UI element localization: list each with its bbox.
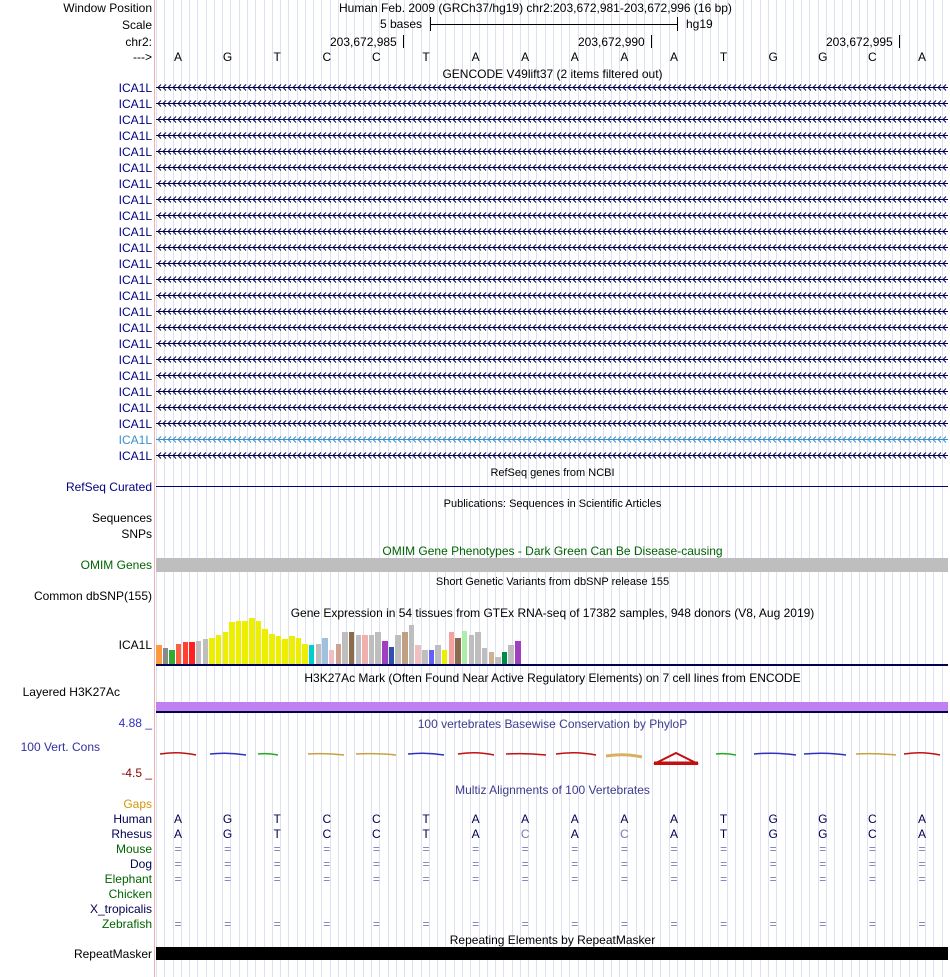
gtex-tissue-bar[interactable] — [362, 635, 368, 664]
gencode-transcript[interactable] — [156, 195, 948, 204]
gtex-tissue-bar[interactable] — [395, 635, 401, 664]
gencode-gene-label[interactable]: ICA1L — [118, 225, 152, 239]
species-label[interactable]: Chicken — [108, 887, 152, 901]
gencode-gene-label[interactable]: ICA1L — [118, 145, 152, 159]
gtex-tissue-bar[interactable] — [502, 652, 508, 664]
base-letter: G — [768, 50, 778, 64]
base-letter: A — [669, 50, 678, 64]
mouse-match: = — [868, 842, 876, 856]
rhesus-base: C — [322, 827, 332, 841]
mouse-match: = — [521, 842, 529, 856]
dog-match: = — [521, 857, 529, 871]
gencode-track-title[interactable]: GENCODE V49lift37 (2 items filtered out) — [442, 67, 663, 81]
gencode-transcript[interactable] — [156, 435, 948, 444]
minus-strand-arrows-icon — [156, 131, 948, 140]
dog-match: = — [224, 857, 232, 871]
dog-match: = — [720, 857, 728, 871]
human-base: G — [222, 812, 233, 826]
minus-strand-arrows-icon — [156, 115, 948, 124]
gtex-tissue-bar[interactable] — [442, 650, 448, 665]
elephant-match: = — [273, 872, 281, 886]
coord-tick-mark-2 — [651, 35, 652, 48]
minus-strand-arrows-icon — [156, 291, 948, 300]
gtex-tissue-bar[interactable] — [322, 638, 328, 664]
gtex-tissue-bar[interactable] — [156, 645, 162, 664]
publications-snps-label[interactable]: SNPs — [121, 527, 152, 541]
base-letter: A — [173, 50, 182, 64]
elephant-match: = — [323, 872, 331, 886]
mouse-match: = — [472, 842, 480, 856]
elephant-match: = — [868, 872, 876, 886]
gencode-gene-label[interactable]: ICA1L — [118, 129, 152, 143]
dog-match: = — [571, 857, 579, 871]
zebrafish-match: = — [224, 917, 232, 931]
base-letter: A — [570, 50, 579, 64]
rhesus-base: A — [471, 827, 480, 841]
mouse-match: = — [224, 842, 232, 856]
dog-match: = — [620, 857, 628, 871]
elephant-match: = — [224, 872, 232, 886]
gencode-transcript[interactable] — [156, 403, 948, 412]
dog-match: = — [819, 857, 827, 871]
gtex-tissue-bar[interactable] — [176, 644, 182, 664]
zebrafish-match: = — [571, 917, 579, 931]
gtex-tissue-bar[interactable] — [475, 632, 481, 664]
gtex-baseline — [156, 664, 948, 666]
rhesus-base: A — [570, 827, 579, 841]
mouse-match: = — [323, 842, 331, 856]
elephant-match: = — [620, 872, 628, 886]
human-base: A — [669, 812, 678, 826]
elephant-match: = — [521, 872, 529, 886]
elephant-match: = — [720, 872, 728, 886]
elephant-match: = — [372, 872, 380, 886]
dog-match: = — [422, 857, 430, 871]
gencode-transcript[interactable] — [156, 179, 948, 188]
mouse-match: = — [620, 842, 628, 856]
dog-match: = — [868, 857, 876, 871]
gtex-tissue-bar[interactable] — [449, 632, 455, 664]
base-letter: G — [818, 50, 828, 64]
human-base: A — [471, 812, 480, 826]
gtex-tissue-bar[interactable] — [242, 621, 248, 665]
gencode-gene-label[interactable]: ICA1L — [118, 401, 152, 415]
rhesus-base: A — [669, 827, 678, 841]
coord-tick-mark-1 — [403, 35, 404, 48]
elephant-match: = — [472, 872, 480, 886]
zebrafish-match: = — [670, 917, 678, 931]
zebrafish-match: = — [620, 917, 628, 931]
elephant-match: = — [769, 872, 777, 886]
gencode-transcript[interactable] — [156, 147, 948, 156]
species-label[interactable]: Elephant — [104, 872, 152, 886]
gtex-tissue-bar[interactable] — [189, 642, 195, 664]
gencode-transcript[interactable] — [156, 259, 948, 268]
rhesus-base: G — [222, 827, 233, 841]
gtex-tissue-bar[interactable] — [336, 644, 342, 664]
h3k27ac-signal[interactable] — [156, 702, 948, 711]
minus-strand-arrows-icon — [156, 179, 948, 188]
human-base: T — [719, 812, 728, 826]
mouse-match: = — [918, 842, 926, 856]
gtex-tissue-bar[interactable] — [489, 652, 495, 664]
window-position-value: Human Feb. 2009 (GRCh37/hg19) chr2:203,672,981-203,672,996 (16 bp) — [339, 1, 732, 15]
gtex-tissue-bar[interactable] — [203, 639, 209, 664]
gencode-transcript[interactable] — [156, 339, 948, 348]
human-base: T — [422, 812, 430, 826]
minus-strand-arrows-icon — [156, 99, 948, 108]
rhesus-base: C — [520, 827, 530, 841]
repeatmasker-label[interactable]: RepeatMasker — [73, 947, 152, 961]
rhesus-base: T — [273, 827, 281, 841]
minus-strand-arrows-icon — [156, 163, 948, 172]
minus-strand-arrows-icon — [156, 339, 948, 348]
gtex-tissue-bar[interactable] — [375, 632, 381, 664]
mouse-match: = — [372, 842, 380, 856]
gtex-tissue-bar[interactable] — [349, 632, 355, 664]
base-letter: T — [719, 50, 728, 64]
phylop-label[interactable]: 100 Vert. Cons — [20, 740, 100, 754]
gtex-tissue-bar[interactable] — [482, 648, 488, 664]
gtex-tissue-bar[interactable] — [236, 621, 242, 665]
elephant-match: = — [174, 872, 182, 886]
gtex-tissue-bar[interactable] — [435, 645, 441, 664]
gtex-tissue-bar[interactable] — [515, 641, 521, 664]
mouse-match: = — [174, 842, 182, 856]
gtex-tissue-bar[interactable] — [409, 625, 415, 664]
repeatmasker-track-title[interactable]: Repeating Elements by RepeatMasker — [449, 933, 656, 947]
gencode-transcript[interactable] — [156, 115, 948, 124]
rhesus-base: C — [372, 827, 381, 841]
base-letter: T — [273, 50, 281, 64]
gtex-tissue-bar[interactable] — [249, 618, 255, 664]
gtex-tissue-bar[interactable] — [223, 632, 229, 664]
gtex-tissue-bar[interactable] — [276, 636, 282, 664]
dbsnp-track-title[interactable]: Short Genetic Variants from dbSNP release 155 — [435, 576, 670, 588]
species-label[interactable]: Zebrafish — [101, 917, 152, 931]
gtex-tissue-bar[interactable] — [229, 622, 235, 664]
minus-strand-arrows-icon — [156, 403, 948, 412]
gtex-tissue-bar[interactable] — [282, 639, 288, 664]
gencode-transcript[interactable] — [156, 355, 948, 364]
h3k27ac-baseline — [156, 711, 948, 713]
gencode-gene-label[interactable]: ICA1L — [118, 193, 152, 207]
gtex-tissue-bar[interactable] — [209, 638, 215, 664]
gtex-tissue-bar[interactable] — [269, 634, 275, 664]
human-base: C — [868, 812, 877, 826]
phylop-max-label: 4.88 _ — [118, 716, 152, 730]
gencode-gene-label[interactable]: ICA1L — [118, 433, 152, 447]
zebrafish-match: = — [273, 917, 281, 931]
gencode-gene-label[interactable]: ICA1L — [118, 385, 152, 399]
species-label[interactable]: X_tropicalis — [89, 902, 152, 916]
chr-label: chr2: — [125, 35, 152, 49]
refseq-label[interactable]: RefSeq Curated — [65, 480, 152, 494]
elephant-match: = — [571, 872, 579, 886]
dog-match: = — [670, 857, 678, 871]
h3k27ac-label[interactable]: Layered H3K27Ac — [22, 685, 120, 699]
elephant-match: = — [918, 872, 926, 886]
gaps-label[interactable]: Gaps — [123, 797, 152, 811]
mouse-match: = — [571, 842, 579, 856]
zebrafish-match: = — [720, 917, 728, 931]
zebrafish-match: = — [819, 917, 827, 931]
gtex-track-title[interactable]: Gene Expression in 54 tissues from GTEx RNA-seq of 17382 samples, 948 donors (V8, Aug 2019) — [290, 606, 815, 620]
human-base: G — [768, 812, 778, 826]
mouse-match: = — [769, 842, 777, 856]
elephant-match: = — [670, 872, 678, 886]
minus-strand-arrows-icon — [156, 435, 948, 444]
gencode-gene-label[interactable]: ICA1L — [118, 209, 152, 223]
gencode-transcript[interactable] — [156, 99, 948, 108]
gtex-tissue-bar[interactable] — [369, 635, 375, 664]
minus-strand-arrows-icon — [156, 355, 948, 364]
strand-label: ---> — [133, 50, 152, 64]
omim-label[interactable]: OMIM Genes — [80, 558, 152, 572]
gtex-tissue-bar[interactable] — [256, 621, 262, 665]
minus-strand-arrows-icon — [156, 259, 948, 268]
coord-tick-3: 203,672,995 — [826, 35, 893, 49]
minus-strand-arrows-icon — [156, 147, 948, 156]
omim-phenotype-bar[interactable] — [156, 558, 948, 572]
dog-match: = — [472, 857, 480, 871]
coord-tick-mark-3 — [899, 35, 900, 48]
human-base: A — [570, 812, 579, 826]
gtex-tissue-bar[interactable] — [495, 657, 501, 664]
gencode-transcript[interactable] — [156, 211, 948, 220]
gtex-tissue-bar[interactable] — [469, 635, 475, 664]
dog-match: = — [372, 857, 380, 871]
gencode-gene-label[interactable]: ICA1L — [118, 289, 152, 303]
gencode-transcript[interactable] — [156, 275, 948, 284]
minus-strand-arrows-icon — [156, 451, 948, 460]
mouse-match: = — [422, 842, 430, 856]
zebrafish-match: = — [521, 917, 529, 931]
base-letter: T — [422, 50, 430, 64]
species-label[interactable]: Human — [113, 812, 152, 826]
gencode-gene-label[interactable]: ICA1L — [118, 417, 152, 431]
minus-strand-arrows-icon — [156, 307, 948, 316]
gtex-tissue-bar[interactable] — [455, 638, 461, 664]
refseq-track-title[interactable]: RefSeq genes from NCBI — [490, 467, 615, 479]
gtex-tissue-bar[interactable] — [356, 635, 362, 664]
rhesus-base: A — [917, 827, 926, 841]
multiz-track-title[interactable]: Multiz Alignments of 100 Vertebrates — [455, 783, 650, 797]
human-base: A — [521, 812, 530, 826]
human-base: C — [372, 812, 381, 826]
human-base: C — [322, 812, 332, 826]
gencode-transcript[interactable] — [156, 323, 948, 332]
minus-strand-arrows-icon — [156, 371, 948, 380]
human-base: A — [620, 812, 629, 826]
dog-match: = — [323, 857, 331, 871]
minus-strand-arrows-icon — [156, 323, 948, 332]
minus-strand-arrows-icon — [156, 211, 948, 220]
gtex-tissue-bar[interactable] — [302, 644, 308, 664]
human-base: T — [273, 812, 281, 826]
repeatmasker-element[interactable] — [156, 947, 948, 960]
phylop-min-label: -4.5 _ — [121, 766, 152, 780]
publications-track-title[interactable]: Publications: Sequences in Scientific Articles — [443, 498, 662, 510]
gencode-transcript[interactable] — [156, 387, 948, 396]
gtex-tissue-bar[interactable] — [169, 650, 175, 665]
gencode-gene-label[interactable]: ICA1L — [118, 113, 152, 127]
gtex-tissue-bar[interactable] — [289, 636, 295, 664]
gencode-transcript[interactable] — [156, 419, 948, 428]
species-label[interactable]: Rhesus — [111, 827, 152, 841]
gencode-gene-label[interactable]: ICA1L — [118, 161, 152, 175]
mouse-match: = — [670, 842, 678, 856]
window-position-label: Window Position — [63, 1, 152, 15]
rhesus-base: A — [173, 827, 182, 841]
gencode-transcript[interactable] — [156, 227, 948, 236]
gencode-transcript[interactable] — [156, 163, 948, 172]
dog-match: = — [174, 857, 182, 871]
gencode-gene-label[interactable]: ICA1L — [118, 241, 152, 255]
gtex-tissue-bar[interactable] — [316, 644, 322, 664]
base-letter: C — [868, 50, 877, 64]
gencode-transcript[interactable] — [156, 371, 948, 380]
minus-strand-arrows-icon — [156, 419, 948, 428]
mouse-match: = — [720, 842, 728, 856]
base-letter: G — [222, 50, 233, 64]
zebrafish-match: = — [174, 917, 182, 931]
minus-strand-arrows-icon — [156, 83, 948, 92]
gtex-tissue-bar[interactable] — [309, 645, 315, 664]
gencode-gene-label[interactable]: ICA1L — [118, 369, 152, 383]
rhesus-base: T — [422, 827, 430, 841]
gtex-tissue-bar[interactable] — [402, 632, 408, 664]
gtex-tissue-bar[interactable] — [415, 645, 421, 664]
gtex-tissue-bar[interactable] — [216, 635, 222, 664]
omim-track-title[interactable]: OMIM Gene Phenotypes - Dark Green Can Be Disease-causing — [382, 544, 723, 558]
zebrafish-match: = — [323, 917, 331, 931]
assembly-label: hg19 — [686, 17, 713, 31]
minus-strand-arrows-icon — [156, 195, 948, 204]
gtex-tissue-bar[interactable] — [342, 632, 348, 664]
gencode-transcript[interactable] — [156, 291, 948, 300]
zebrafish-match: = — [422, 917, 430, 931]
gtex-tissue-bar[interactable] — [462, 631, 468, 664]
zebrafish-match: = — [868, 917, 876, 931]
publications-sequences-label[interactable]: Sequences — [91, 511, 152, 525]
gencode-gene-label[interactable]: ICA1L — [118, 81, 152, 95]
gencode-transcript[interactable] — [156, 307, 948, 316]
dog-match: = — [918, 857, 926, 871]
human-base: A — [917, 812, 926, 826]
elephant-match: = — [422, 872, 430, 886]
dog-match: = — [273, 857, 281, 871]
gencode-gene-label[interactable]: ICA1L — [118, 337, 152, 351]
gencode-transcript[interactable] — [156, 83, 948, 92]
minus-strand-arrows-icon — [156, 387, 948, 396]
species-label[interactable]: Mouse — [115, 842, 152, 856]
rhesus-base: G — [768, 827, 778, 841]
gencode-transcript[interactable] — [156, 131, 948, 140]
gtex-tissue-bar[interactable] — [389, 647, 395, 664]
base-letter: A — [917, 50, 926, 64]
phylop-signal[interactable] — [156, 745, 948, 767]
rhesus-base: C — [620, 827, 629, 841]
minus-strand-arrows-icon — [156, 227, 948, 236]
refseq-gene-line[interactable] — [156, 486, 948, 487]
gencode-gene-label[interactable]: ICA1L — [118, 273, 152, 287]
minus-strand-arrows-icon — [156, 275, 948, 284]
dog-match: = — [769, 857, 777, 871]
base-letter: C — [372, 50, 381, 64]
base-letter: A — [620, 50, 629, 64]
h3k27ac-track-title[interactable]: H3K27Ac Mark (Often Found Near Active Regulatory Elements) on 7 cell lines from ENCODE — [304, 671, 801, 685]
gtex-tissue-bar[interactable] — [329, 650, 335, 665]
human-base: G — [818, 812, 828, 826]
coord-tick-2: 203,672,990 — [578, 35, 645, 49]
base-letter: A — [521, 50, 530, 64]
gencode-gene-label[interactable]: ICA1L — [118, 97, 152, 111]
phylop-track-title[interactable]: 100 vertebrates Basewise Conservation by PhyloP — [417, 717, 688, 731]
zebrafish-match: = — [372, 917, 380, 931]
gtex-tissue-bar[interactable] — [508, 645, 514, 664]
gtex-tissue-bar[interactable] — [382, 641, 388, 664]
gencode-transcript[interactable] — [156, 451, 948, 460]
human-base: A — [173, 812, 182, 826]
gtex-tissue-bar[interactable] — [422, 650, 428, 665]
gtex-tissue-bar[interactable] — [429, 650, 435, 665]
gtex-tissue-bar[interactable] — [262, 629, 268, 664]
gencode-transcript[interactable] — [156, 243, 948, 252]
gencode-gene-label[interactable]: ICA1L — [118, 305, 152, 319]
gtex-tissue-bar[interactable] — [183, 642, 189, 664]
mouse-match: = — [819, 842, 827, 856]
scale-bar — [430, 17, 678, 31]
rhesus-base: C — [868, 827, 877, 841]
gencode-gene-label[interactable]: ICA1L — [118, 177, 152, 191]
elephant-match: = — [819, 872, 827, 886]
coord-tick-1: 203,672,985 — [330, 35, 397, 49]
base-letter: A — [471, 50, 480, 64]
gtex-tissue-bar[interactable] — [196, 641, 202, 664]
dbsnp-label[interactable]: Common dbSNP(155) — [33, 589, 152, 603]
gencode-gene-label[interactable]: ICA1L — [118, 449, 152, 463]
gencode-gene-label[interactable]: ICA1L — [118, 353, 152, 367]
scale-label: Scale — [121, 18, 152, 32]
rhesus-base: T — [719, 827, 728, 841]
gencode-gene-label[interactable]: ICA1L — [118, 257, 152, 271]
gtex-tissue-bar[interactable] — [163, 648, 169, 664]
gtex-tissue-bar[interactable] — [296, 638, 302, 664]
base-letter: C — [322, 50, 332, 64]
zebrafish-match: = — [918, 917, 926, 931]
rhesus-base: G — [818, 827, 828, 841]
gencode-gene-label[interactable]: ICA1L — [118, 321, 152, 335]
gtex-gene-label[interactable]: ICA1L — [118, 638, 152, 652]
scale-text: 5 bases — [380, 17, 423, 31]
species-label[interactable]: Dog — [129, 857, 152, 871]
zebrafish-match: = — [472, 917, 480, 931]
mouse-match: = — [273, 842, 281, 856]
minus-strand-arrows-icon — [156, 243, 948, 252]
zebrafish-match: = — [769, 917, 777, 931]
